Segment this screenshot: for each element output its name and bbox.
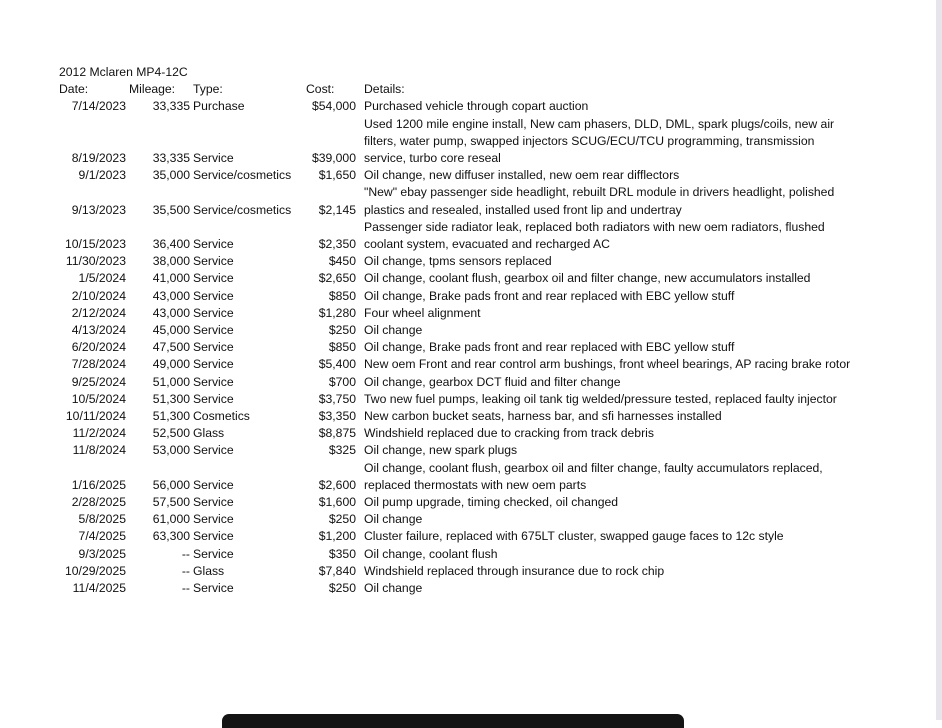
details-line: service, turbo core reseal bbox=[364, 151, 501, 165]
header-cost: Cost: bbox=[306, 82, 335, 97]
details-line: Purchased vehicle through copart auction bbox=[364, 99, 589, 114]
mileage-cell: -- bbox=[181, 563, 190, 578]
details-cell bbox=[364, 511, 924, 528]
header-type: Type: bbox=[193, 82, 223, 97]
mileage-cell: 56,000 bbox=[152, 477, 190, 492]
date-cell: 7/28/2024 bbox=[71, 357, 126, 372]
details-cell bbox=[364, 374, 924, 391]
type-cell: Purchase bbox=[193, 99, 245, 114]
mileage-cell: 53,000 bbox=[152, 443, 190, 458]
cost-cell: $250 bbox=[328, 323, 356, 338]
mileage-cell: 33,335 bbox=[152, 99, 190, 114]
details-line: New carbon bucket seats, harness bar, and sfi harnesses installed bbox=[364, 409, 722, 424]
table-row bbox=[0, 270, 936, 287]
date-cell: 2/12/2024 bbox=[71, 305, 126, 320]
details-line: Oil change, tpms sensors replaced bbox=[364, 254, 552, 269]
details-line: Four wheel alignment bbox=[364, 305, 481, 320]
details-cell bbox=[364, 460, 924, 494]
date-cell: 9/1/2023 bbox=[78, 168, 126, 183]
details-cell bbox=[364, 425, 924, 442]
cost-cell: $8,875 bbox=[318, 426, 356, 441]
details-cell bbox=[364, 356, 924, 373]
details-line: Oil change, coolant flush bbox=[364, 546, 498, 561]
table-row bbox=[0, 408, 936, 425]
cost-cell: $5,400 bbox=[318, 357, 356, 372]
type-cell: Service bbox=[193, 254, 234, 269]
cost-cell: $2,650 bbox=[318, 271, 356, 286]
mileage-cell: 49,000 bbox=[152, 357, 190, 372]
cost-cell: $39,000 bbox=[311, 151, 356, 165]
mileage-cell: 51,000 bbox=[152, 374, 190, 389]
date-cell: 1/5/2024 bbox=[78, 271, 126, 286]
details-line: Oil change bbox=[364, 323, 423, 338]
details-cell bbox=[364, 184, 924, 218]
details-line: Oil change bbox=[364, 512, 423, 527]
cost-cell: $350 bbox=[328, 546, 356, 561]
date-cell: 4/13/2024 bbox=[71, 323, 126, 338]
page-edge bbox=[936, 0, 942, 720]
table-row bbox=[0, 219, 936, 253]
date-cell: 1/16/2025 bbox=[71, 477, 126, 492]
mileage-cell: 52,500 bbox=[152, 426, 190, 441]
date-cell: 10/29/2025 bbox=[65, 563, 126, 578]
cost-cell: $2,145 bbox=[318, 202, 356, 217]
details-line: filters, water pump, swapped injectors SCUG/ECU/TCU programming, transmission bbox=[364, 133, 815, 148]
cost-cell: $1,200 bbox=[318, 529, 356, 544]
table-row bbox=[0, 288, 936, 305]
date-cell: 11/2/2024 bbox=[72, 426, 126, 441]
type-cell: Glass bbox=[193, 426, 225, 441]
table-row bbox=[0, 253, 936, 270]
cost-cell: $850 bbox=[328, 340, 356, 355]
table-row bbox=[0, 511, 936, 528]
type-cell: Service bbox=[193, 288, 234, 303]
details-cell bbox=[364, 528, 924, 545]
table-header bbox=[0, 81, 936, 98]
details-line: Oil change, coolant flush, gearbox oil and filter change, faulty accumulators replaced, bbox=[364, 460, 823, 475]
table-row bbox=[0, 167, 936, 184]
details-line: Oil change, Brake pads front and rear replaced with EBC yellow stuff bbox=[364, 288, 735, 303]
table-row bbox=[0, 339, 936, 356]
type-cell: Service bbox=[193, 477, 234, 492]
type-cell: Service bbox=[193, 151, 234, 165]
details-cell bbox=[364, 116, 924, 168]
type-cell: Service/cosmetics bbox=[193, 168, 292, 183]
type-cell: Service bbox=[193, 546, 234, 561]
cost-cell: $54,000 bbox=[311, 99, 356, 114]
details-line: Oil change, Brake pads front and rear replaced with EBC yellow stuff bbox=[364, 340, 735, 355]
mileage-cell: 38,000 bbox=[152, 254, 190, 269]
type-cell: Service bbox=[193, 581, 234, 596]
details-cell bbox=[364, 288, 924, 305]
details-line: Cluster failure, replaced with 675LT cluster, swapped gauge faces to 12c style bbox=[364, 529, 784, 544]
details-line: Oil pump upgrade, timing checked, oil changed bbox=[364, 495, 619, 510]
document-title: 2012 Mclaren MP4-12C bbox=[59, 65, 188, 79]
details-line: Oil change bbox=[364, 581, 423, 596]
mileage-cell: 43,000 bbox=[152, 305, 190, 320]
table-body bbox=[0, 98, 936, 597]
cost-cell: $1,280 bbox=[318, 305, 356, 320]
details-cell bbox=[364, 580, 924, 597]
date-cell: 8/19/2023 bbox=[71, 151, 126, 165]
date-cell: 11/4/2025 bbox=[72, 581, 126, 596]
type-cell: Service bbox=[193, 374, 234, 389]
date-cell: 11/30/2023 bbox=[65, 254, 126, 269]
date-cell: 2/28/2025 bbox=[71, 495, 126, 510]
date-cell: 11/8/2024 bbox=[72, 443, 126, 458]
details-line: Oil change, new diffuser installed, new oem rear difflectors bbox=[364, 168, 680, 183]
date-cell: 9/3/2025 bbox=[78, 546, 126, 561]
mileage-cell: 36,400 bbox=[152, 237, 190, 252]
table-row bbox=[0, 356, 936, 373]
mileage-cell: -- bbox=[181, 546, 190, 561]
table-row bbox=[0, 442, 936, 459]
details-line: Oil change, new spark plugs bbox=[364, 443, 518, 458]
cost-cell: $1,600 bbox=[318, 495, 356, 510]
cost-cell: $850 bbox=[328, 288, 356, 303]
mileage-cell: 51,300 bbox=[152, 409, 190, 424]
table-row bbox=[0, 184, 936, 218]
cost-cell: $3,350 bbox=[318, 409, 356, 424]
type-cell: Service bbox=[193, 323, 234, 338]
mileage-cell: 57,500 bbox=[152, 495, 190, 510]
details-cell bbox=[364, 98, 924, 115]
mileage-cell: 63,300 bbox=[152, 529, 190, 544]
details-cell bbox=[364, 322, 924, 339]
details-line: plastics and resealed, installed used front lip and undertray bbox=[364, 202, 682, 217]
cost-cell: $250 bbox=[328, 581, 356, 596]
date-cell: 6/20/2024 bbox=[71, 340, 126, 355]
table-row bbox=[0, 460, 936, 494]
details-line: coolant system, evacuated and recharged AC bbox=[364, 237, 610, 252]
details-cell bbox=[364, 391, 924, 408]
details-line: Oil change, gearbox DCT fluid and filter change bbox=[364, 374, 621, 389]
mileage-cell: -- bbox=[181, 581, 190, 596]
cost-cell: $2,350 bbox=[318, 237, 356, 252]
details-cell bbox=[364, 219, 924, 253]
type-cell: Service/cosmetics bbox=[193, 202, 292, 217]
header-details: Details: bbox=[364, 82, 405, 97]
table-row bbox=[0, 98, 936, 115]
header-date: Date: bbox=[59, 82, 89, 97]
mileage-cell: 35,000 bbox=[152, 168, 190, 183]
table-row bbox=[0, 528, 936, 545]
type-cell: Service bbox=[193, 237, 234, 252]
mileage-cell: 33,335 bbox=[152, 151, 190, 165]
table-row bbox=[0, 374, 936, 391]
details-line: New oem Front and rear control arm bushings, front wheel bearings, AP racing brake rotor bbox=[364, 357, 851, 372]
details-line: Oil change, coolant flush, gearbox oil and filter change, new accumulators installed bbox=[364, 271, 811, 286]
mileage-cell: 45,000 bbox=[152, 323, 190, 338]
details-cell bbox=[364, 167, 924, 184]
type-cell: Service bbox=[193, 305, 234, 320]
screen-bottom-bar bbox=[222, 714, 684, 728]
details-line: replaced thermostats with new oem parts bbox=[364, 477, 587, 492]
details-cell bbox=[364, 408, 924, 425]
mileage-cell: 47,500 bbox=[152, 340, 190, 355]
mileage-cell: 51,300 bbox=[152, 391, 190, 406]
details-cell bbox=[364, 305, 924, 322]
cost-cell: $250 bbox=[328, 512, 356, 527]
type-cell: Service bbox=[193, 340, 234, 355]
mileage-cell: 35,500 bbox=[152, 202, 190, 217]
details-cell bbox=[364, 563, 924, 580]
details-cell bbox=[364, 494, 924, 511]
table-row bbox=[0, 116, 936, 168]
table-row bbox=[0, 425, 936, 442]
date-cell: 7/14/2023 bbox=[71, 99, 126, 114]
type-cell: Service bbox=[193, 391, 234, 406]
details-cell bbox=[364, 253, 924, 270]
table-row bbox=[0, 305, 936, 322]
cost-cell: $325 bbox=[328, 443, 356, 458]
type-cell: Service bbox=[193, 495, 234, 510]
details-line: "New" ebay passenger side headlight, rebuilt DRL module in drivers headlight, polished bbox=[364, 185, 835, 200]
cost-cell: $700 bbox=[328, 374, 356, 389]
table-row bbox=[0, 546, 936, 563]
details-cell bbox=[364, 546, 924, 563]
type-cell: Service bbox=[193, 357, 234, 372]
cost-cell: $1,650 bbox=[318, 168, 356, 183]
details-cell bbox=[364, 270, 924, 287]
type-cell: Service bbox=[193, 271, 234, 286]
date-cell: 10/5/2024 bbox=[71, 391, 126, 406]
date-cell: 9/25/2024 bbox=[71, 374, 126, 389]
header-mileage: Mileage: bbox=[129, 82, 176, 97]
type-cell: Service bbox=[193, 529, 234, 544]
date-cell: 5/8/2025 bbox=[78, 512, 126, 527]
mileage-cell: 61,000 bbox=[152, 512, 190, 527]
cost-cell: $2,600 bbox=[318, 477, 356, 492]
details-cell bbox=[364, 339, 924, 356]
details-line: Two new fuel pumps, leaking oil tank tig welded/pressure tested, replaced faulty injector bbox=[364, 391, 837, 406]
details-line: Passenger side radiator leak, replaced both radiators with new oem radiators, flushed bbox=[364, 219, 825, 234]
cost-cell: $7,840 bbox=[318, 563, 356, 578]
table-row bbox=[0, 563, 936, 580]
type-cell: Service bbox=[193, 512, 234, 527]
mileage-cell: 43,000 bbox=[152, 288, 190, 303]
mileage-cell: 41,000 bbox=[152, 271, 190, 286]
type-cell: Glass bbox=[193, 563, 225, 578]
table-row bbox=[0, 322, 936, 339]
details-cell bbox=[364, 442, 924, 459]
type-cell: Service bbox=[193, 443, 234, 458]
table-row bbox=[0, 494, 936, 511]
date-cell: 7/4/2025 bbox=[78, 529, 126, 544]
date-cell: 10/15/2023 bbox=[65, 237, 126, 252]
cost-cell: $450 bbox=[328, 254, 356, 269]
cost-cell: $3,750 bbox=[318, 391, 356, 406]
date-cell: 2/10/2024 bbox=[71, 288, 126, 303]
table-row bbox=[0, 580, 936, 597]
table-row bbox=[0, 391, 936, 408]
date-cell: 10/11/2024 bbox=[65, 409, 126, 424]
details-line: Windshield replaced through insurance due to rock chip bbox=[364, 563, 665, 578]
details-line: Windshield replaced due to cracking from track debris bbox=[364, 426, 654, 441]
details-line: Used 1200 mile engine install, New cam phasers, DLD, DML, spark plugs/coils, new air bbox=[364, 116, 835, 131]
date-cell: 9/13/2023 bbox=[71, 202, 126, 217]
type-cell: Cosmetics bbox=[193, 409, 250, 424]
